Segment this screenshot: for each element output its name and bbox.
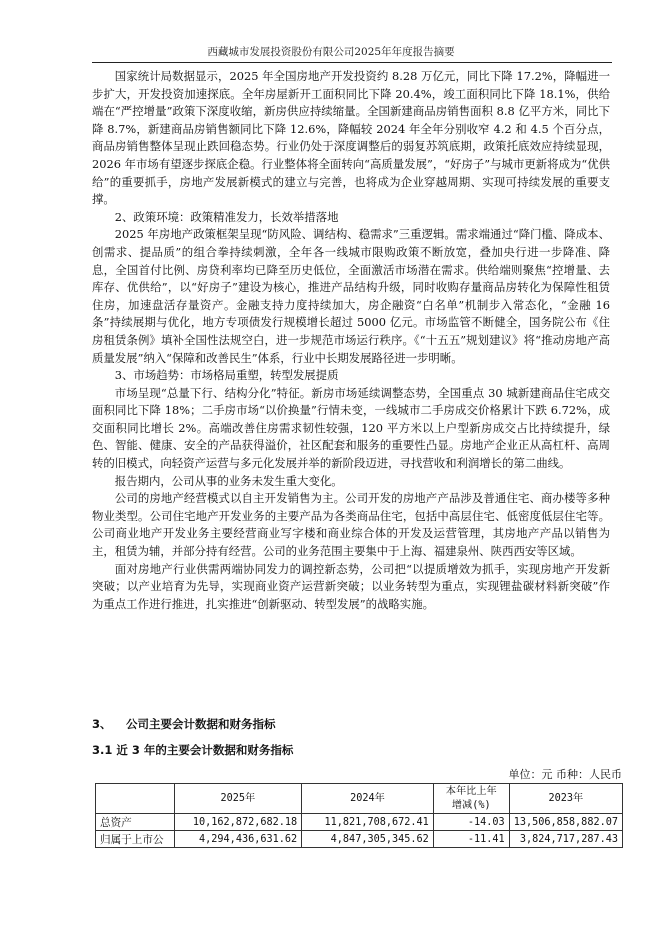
table-cell: 13,506,858,882.07 (509, 814, 622, 831)
table-cell: 3,824,717,287.43 (509, 831, 622, 848)
row-label: 归属于上市公 (96, 831, 175, 848)
table-cell: -14.03 (433, 814, 509, 831)
header-cell: 2024年 (302, 784, 434, 814)
section-number: 3.1 (92, 743, 113, 757)
subheading-market: 3、市场趋势：市场格局重塑，转型发展提质 (114, 368, 339, 383)
subheading-policy: 2、政策环境：政策精准发力，长效举措落地 (114, 209, 339, 224)
table-cell: 11,821,708,672.41 (302, 814, 434, 831)
paragraph: 报告期内，公司从事的业务未发生重大变化。 (114, 473, 343, 488)
body-text (92, 68, 610, 613)
financial-table (95, 783, 623, 848)
section-heading-3-1 (92, 742, 293, 758)
section-title: 近 3 年的主要会计数据和财务指标 (116, 743, 294, 757)
table-cell: -11.41 (433, 831, 509, 848)
header-divider (92, 62, 612, 63)
section-heading-3 (92, 716, 276, 732)
paragraph: 面对房地产行业供需两端协同发力的调控新态势，公司把“以提质增效为抓手，实现房地产开发新突破；以产业培育为先导，实现商业资产运营新突破；以业务转型为重点，实现锂盐碳材料新突破”作为重点工作进行推进，扎实推进“创新驱动、转型发展”的战略实施。 (92, 561, 610, 611)
section-number: 3、 (92, 717, 112, 731)
table-cell: 10,162,872,682.18 (174, 814, 302, 831)
paragraph: 公司的房地产经营模式以自主开发销售为主。公司开发的房地产产品涉及普通住宅、商办楼等多种物业类型。公司住宅地产开发业务的主要产品为各类商品住宅，包括中高层住宅、低密度低层住宅等。公司商业地产开发业务主要经营商业写字楼和商业综合体的开发及运营管理，其房地产产品以销售为主，租赁为辅，并部分持有经营。公司的业务范围主要集中于上海、福建泉州、陕西西安等区域。 (92, 491, 610, 559)
paragraph: 市场呈现“总量下行、结构分化”特征。新房市场延续调整态势，全国重点 30 城新建商品住宅成交面积同比下降 18%；二手房市场“以价换量”行情未变，一线城市二手房成交价格累计下跌 6.72%，成交面积同比增长 2%。高端改善住房需求韧性较强，120 平方米以上户型新房成交占比持续提升，绿色、智能、健康、安全的产品获得溢价，社区配套和服务的重要性凸显。房地产企业正从高杠杆、高周转的旧模式，向轻资产运营与多元化发展并举的新阶段迈进，寻找营收和利润增长的第二曲线。 (92, 385, 610, 471)
table-row (96, 814, 623, 831)
section-title: 公司主要会计数据和财务指标 (126, 717, 276, 731)
paragraph: 2025 年房地产政策框架呈现“防风险、调结构、稳需求”三重逻辑。需求端通过“降门槛、降成本、创需求、提品质”的组合拳持续刺激，全年各一线城市限购政策不断放宽，叠加央行进一步降准、降息，全国首付比例、房贷利率均已降至历史低位，全面激活市场潜在需求。供给端则聚焦“控增量、去库存、优供给”，以“好房子”建设为核心，推进产品结构升级，同时收购存量商品房转化为保障性租赁住房，加速盘活存量资产。金融支持力度持续加大，房企融资“白名单”机制步入常态化，“金融 16 条”持续展期与优化，地方专项债发行规模增长超过 5000 亿元。市场监管不断健全，国务院公布《住房租赁条例》填补全国性法规空白，进一步规范市场运行秩序。《“十五五”规划建议》将“推动房地产高质量发展”纳入“保障和改善民生”体系，行业中长期发展路径进一步明晰。 (92, 227, 610, 365)
header-cell: 2023年 (509, 784, 622, 814)
table-header-row (96, 784, 623, 814)
header-cell: 本年比上年 增减(%) (433, 784, 509, 814)
header-cell (96, 784, 175, 814)
header-cell: 2025年 (174, 784, 302, 814)
unit-currency-line: 单位：元 币种：人民币 (508, 768, 622, 781)
table-cell: 4,294,436,631.62 (174, 831, 302, 848)
table-row (96, 831, 623, 848)
paragraph: 国家统计局数据显示，2025 年全国房地产开发投资约 8.28 万亿元，同比下降 17.2%，降幅进一步扩大，开发投资加速探底。全年房屋新开工面积同比下降 20.4%，竣工面积同比下降 18.1%，供给端在“严控增量”政策下深度收缩，新房供应持续缩量。全国新建商品房销售面积 8.8 亿平方米，同比下降 8.7%，新建商品房销售额同比下降 12.6%，降幅较 2024 年全年分别收窄 4.2 和 4.5 个百分点，商品房销售整体呈现止跌回稳态势。行业仍处于深度调整后的弱复苏筑底期，政策托底效应持续显现，2026 年市场有望逐步探底企稳。行业整体将全面转向“高质量发展”，“好房子”与城市更新将成为“优供给”的重要抓手，房地产发展新模式的建立与完善，也将成为企业穿越周期、实现可持续发展的重要支撑。 (92, 69, 610, 207)
row-label: 总资产 (96, 814, 175, 831)
table-cell: 4,847,305,345.62 (302, 831, 434, 848)
page-header-title: 西藏城市发展投资股份有限公司2025年年度报告摘要 (207, 46, 455, 58)
